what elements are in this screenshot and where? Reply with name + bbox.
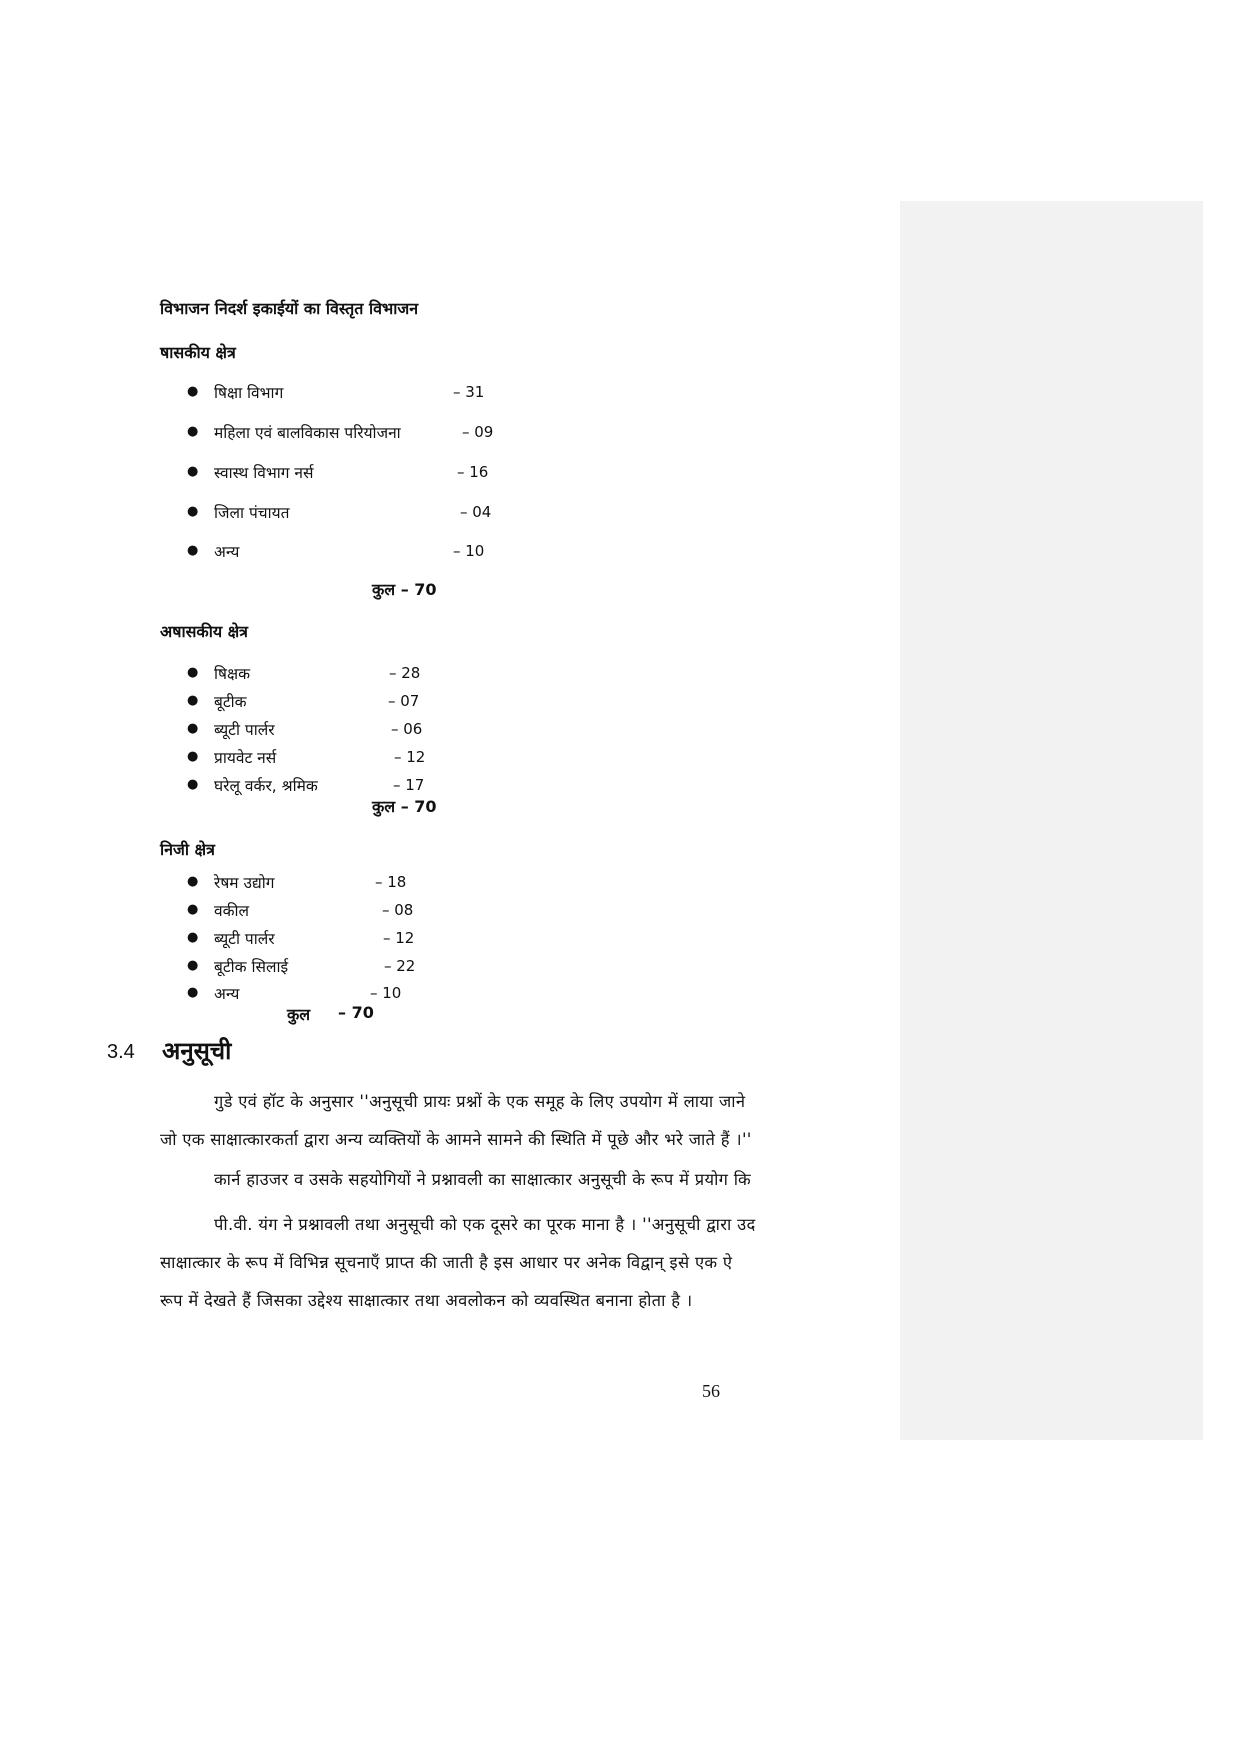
list-item-label: अन्य bbox=[214, 543, 240, 561]
list-item-value: – 28 bbox=[389, 664, 421, 682]
bullet-icon: ● bbox=[187, 464, 199, 479]
comment-pane bbox=[900, 201, 1203, 1440]
bullet-icon: ● bbox=[187, 543, 199, 558]
list-item-value: – 17 bbox=[393, 776, 425, 794]
list-item-value: – 12 bbox=[394, 748, 426, 766]
paragraph-line: पी.वी. यंग ने प्रश्नावली तथा अनुसूची को एक दूसरे का पूरक माना है । ''अनुसूची द्वारा उद bbox=[214, 1215, 756, 1234]
list-item-value: – 06 bbox=[391, 720, 423, 738]
list-item-label: घरेलू वर्कर, श्रमिक bbox=[214, 777, 318, 795]
list-item-label: षिक्षक bbox=[214, 665, 250, 683]
list-item-label: बूटीक सिलाई bbox=[214, 958, 289, 976]
list-item-label: बूटीक bbox=[214, 693, 247, 711]
bullet-icon: ● bbox=[187, 693, 199, 708]
paragraph-line: साक्षात्कार के रूप में विभिन्न सूचनाऍं प्राप्त की जाती है इस आधार पर अनेक विद्वान् इसे एक ऐ bbox=[160, 1253, 733, 1272]
list-item-value: – 10 bbox=[453, 542, 485, 560]
government-heading: षासकीय क्षेत्र bbox=[160, 343, 236, 362]
list-item-label: ब्यूटी पार्लर bbox=[214, 930, 275, 948]
paragraph-line: गुडे एवं हॉट के अनुसार ''अनुसूची प्रायः प्रश्नों के एक समूह के लिए उपयोग में लाया जाने bbox=[214, 1092, 746, 1111]
list-item-value: – 04 bbox=[460, 503, 492, 521]
section-number: 3.4 bbox=[107, 1041, 135, 1063]
list-item-value: – 16 bbox=[457, 463, 489, 481]
list-item-label: स्वास्थ विभाग नर्स bbox=[214, 464, 314, 482]
list-item-label: षिक्षा विभाग bbox=[214, 384, 284, 402]
list-item-label: रेषम उद्योग bbox=[214, 874, 275, 892]
section-title: अनुसूची bbox=[162, 1037, 232, 1065]
list-item-value: – 22 bbox=[384, 957, 416, 975]
list-item-value: – 08 bbox=[382, 901, 414, 919]
bullet-icon: ● bbox=[187, 424, 199, 439]
bullet-icon: ● bbox=[187, 721, 199, 736]
list-item-label: महिला एवं बालविकास परियोजना bbox=[214, 424, 401, 442]
bullet-icon: ● bbox=[187, 958, 199, 973]
list-item-value: – 09 bbox=[462, 423, 494, 441]
bullet-icon: ● bbox=[187, 777, 199, 792]
bullet-icon: ● bbox=[187, 665, 199, 680]
list-item-value: – 31 bbox=[453, 383, 485, 401]
bullet-icon: ● bbox=[187, 930, 199, 945]
page-number: 56 bbox=[702, 1381, 720, 1401]
non-government-total: कुल – 70 bbox=[372, 797, 437, 816]
bullet-icon: ● bbox=[187, 902, 199, 917]
bullet-icon: ● bbox=[187, 874, 199, 889]
paragraph-line: कार्न हाउजर व उसके सहयोगियों ने प्रश्नावली का साक्षात्कार अनुसूची के रूप में प्रयोग कि bbox=[214, 1170, 752, 1189]
list-item-label: ब्यूटी पार्लर bbox=[214, 721, 275, 739]
list-item-label: वकील bbox=[214, 902, 250, 920]
bullet-icon: ● bbox=[187, 749, 199, 764]
private-total-label: कुल bbox=[287, 1005, 311, 1024]
list-item-value: – 12 bbox=[383, 929, 415, 947]
list-item-value: – 10 bbox=[370, 984, 402, 1002]
list-item-value: – 07 bbox=[388, 692, 420, 710]
bullet-icon: ● bbox=[187, 504, 199, 519]
list-item-label: जिला पंचायत bbox=[214, 504, 290, 522]
paragraph-line: जो एक साक्षात्कारकर्ता द्वारा अन्य व्यक्तियों के आमने सामने की स्थिति में पूछे और भरे जाते हैं ।'' bbox=[160, 1130, 752, 1149]
bullet-icon: ● bbox=[187, 985, 199, 1000]
non-government-heading: अषासकीय क्षेत्र bbox=[160, 622, 249, 641]
main-heading: विभाजन निदर्श इकाईयों का विस्तृत विभाजन bbox=[160, 299, 419, 318]
list-item-value: – 18 bbox=[375, 873, 407, 891]
private-total-value: – 70 bbox=[338, 1003, 374, 1022]
government-total: कुल – 70 bbox=[372, 580, 437, 599]
paragraph-line: रूप में देखते हैं जिसका उद्देश्य साक्षात्कार तथा अवलोकन को व्यवस्थित बनाना होता है । bbox=[160, 1291, 693, 1310]
private-heading: निजी क्षेत्र bbox=[160, 840, 215, 859]
list-item-label: अन्य bbox=[214, 985, 240, 1003]
bullet-icon: ● bbox=[187, 384, 199, 399]
list-item-label: प्रायवेट नर्स bbox=[214, 749, 277, 767]
